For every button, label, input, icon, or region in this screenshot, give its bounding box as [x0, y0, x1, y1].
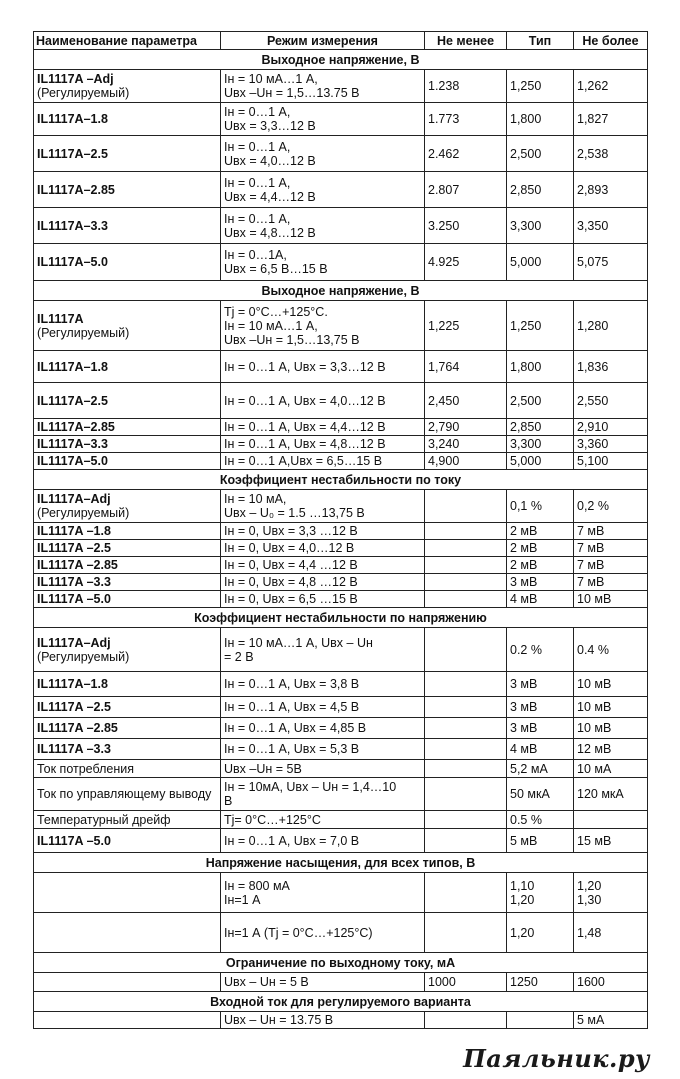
measurement-mode-line: Iн = 0…1 А, Uвх = 4,5 В — [224, 700, 360, 714]
measurement-mode-line: Iн = 0…1 А, — [224, 211, 291, 226]
value-min — [425, 628, 507, 672]
measurement-mode-line: Iн = 0…1 А, Uвх = 4,4…12 В — [224, 420, 386, 434]
value-min — [425, 557, 507, 574]
table-row — [34, 718, 648, 739]
table-row — [34, 811, 648, 829]
table-row — [34, 760, 648, 778]
value-max: 7 мВ — [574, 540, 648, 557]
parameter-name: IL1117A –5.0 — [37, 833, 111, 848]
value-max: 5 мА — [574, 1012, 648, 1029]
value-typ: 5,000 — [507, 244, 574, 281]
value-min: 1.238 — [425, 70, 507, 103]
measurement-mode-line: = 2 В — [224, 649, 254, 664]
parameter-subtitle: (Регулируемый) — [37, 325, 130, 340]
parameter-name: IL1117A –2.5 — [37, 700, 111, 714]
value-max: 1,827 — [574, 103, 648, 136]
parameter-name-cell — [34, 739, 221, 760]
table-row — [34, 419, 648, 436]
value-typ: 1250 — [507, 973, 574, 992]
value-min: 2,790 — [425, 419, 507, 436]
measurement-mode-line: Iн = 10 мА, — [224, 492, 287, 506]
value-typ: 2 мВ — [507, 557, 574, 574]
value-typ: 0.2 % — [507, 628, 574, 672]
parameter-name-cell — [34, 973, 221, 992]
section-header-row — [34, 953, 648, 973]
measurement-mode-cell — [221, 383, 425, 419]
parameter-name: IL1117A –3.3 — [37, 742, 111, 756]
measurement-mode-cell — [221, 70, 425, 103]
value-typ: 1,20 — [507, 913, 574, 953]
measurement-mode-cell — [221, 103, 425, 136]
value-typ: 50 мкА — [507, 778, 574, 811]
measurement-mode-line: Uвх –Uн = 1,5…13,75 В — [224, 332, 360, 347]
measurement-mode-line: Iн = 0…1 А, Uвх = 5,3 В — [224, 742, 360, 756]
measurement-mode-cell — [221, 301, 425, 351]
value-max: 7 мВ — [574, 523, 648, 540]
value-max: 2,538 — [574, 136, 648, 172]
measurement-mode-line: Uвх = 4,4…12 В — [224, 189, 316, 204]
value-max: 2,910 — [574, 419, 648, 436]
measurement-mode-line: Iн = 0…1 А, Uвх = 7,0 В — [224, 833, 360, 848]
measurement-mode-line: Iн = 0…1 А, — [224, 175, 291, 190]
parameter-name: IL1117A –2.5 — [37, 541, 111, 555]
value-typ: 0,1 % — [507, 490, 574, 523]
measurement-mode-line: Uвх = 4,0…12 В — [224, 153, 316, 168]
measurement-mode-line: Iн = 10мА, Uвх – Uн = 1,4…10 — [224, 780, 397, 794]
parameters-table — [33, 31, 648, 1029]
section-title: Входной ток для регулируемого варианта — [34, 992, 648, 1012]
table-row — [34, 490, 648, 523]
value-max — [574, 811, 648, 829]
parameter-name: Ток потребления — [37, 761, 134, 776]
section-title: Коэффициент нестабильности по напряжению — [34, 608, 648, 628]
measurement-mode-line: Uвх = 4,8…12 В — [224, 225, 316, 240]
value-max: 1,262 — [574, 70, 648, 103]
measurement-mode-line: Iн=1 А — [224, 892, 261, 907]
section-title: Выходное напряжение, В — [34, 281, 648, 301]
parameter-name: IL1117A–5.0 — [37, 454, 108, 468]
value-min — [425, 913, 507, 953]
measurement-mode-cell — [221, 208, 425, 244]
value-max: 2,893 — [574, 172, 648, 208]
table-row — [34, 301, 648, 351]
table-row — [34, 208, 648, 244]
table-row — [34, 574, 648, 591]
table-row — [34, 244, 648, 281]
spec-sheet — [33, 31, 647, 1029]
parameter-name-cell — [34, 490, 221, 523]
measurement-mode-line: Iн = 0…1 А, Uвх = 3,3…12 В — [224, 359, 386, 374]
header-parameter-name: Наименование параметра — [34, 32, 221, 50]
parameter-subtitle: (Регулируемый) — [37, 86, 130, 100]
parameter-name-cell — [34, 540, 221, 557]
parameter-name: Температурный дрейф — [37, 812, 171, 827]
value-typ: 1,800 — [507, 103, 574, 136]
value-typ: 2,500 — [507, 383, 574, 419]
table-row — [34, 523, 648, 540]
value-min — [425, 490, 507, 523]
value-min — [425, 778, 507, 811]
parameter-name-cell — [34, 244, 221, 281]
value-min: 4.925 — [425, 244, 507, 281]
measurement-mode-line: Uвх –Uн = 1,5…13.75 В — [224, 86, 360, 100]
measurement-mode-cell — [221, 419, 425, 436]
value-min: 2.807 — [425, 172, 507, 208]
value-max: 10 мВ — [574, 672, 648, 697]
value-max: 5,075 — [574, 244, 648, 281]
parameter-name-cell — [34, 301, 221, 351]
table-row — [34, 70, 648, 103]
measurement-mode-line: Uвх = 6,5 В…15 В — [224, 262, 328, 276]
parameter-name-cell — [34, 383, 221, 419]
table-row — [34, 739, 648, 760]
value-min — [425, 760, 507, 778]
value-min: 2.462 — [425, 136, 507, 172]
parameter-name: IL1117A–2.5 — [37, 146, 108, 161]
value-max: 120 мкА — [574, 778, 648, 811]
table-row — [34, 873, 648, 913]
measurement-mode-cell — [221, 244, 425, 281]
parameter-name-cell — [34, 591, 221, 608]
header-max: Не более — [574, 32, 648, 50]
measurement-mode-line: Iн = 0, Uвх = 4,4 …12 В — [224, 558, 358, 572]
value-min — [425, 873, 507, 913]
parameter-subtitle: (Регулируемый) — [37, 649, 130, 664]
parameter-name-cell — [34, 697, 221, 718]
parameter-name-cell — [34, 208, 221, 244]
value-min: 3.250 — [425, 208, 507, 244]
measurement-mode-line: Iн = 0…1 А, Uвх = 4,0…12 В — [224, 393, 386, 408]
value-typ: 4 мВ — [507, 591, 574, 608]
value-max: 0,2 % — [574, 490, 648, 523]
parameter-name-cell — [34, 523, 221, 540]
parameter-name-cell — [34, 873, 221, 913]
measurement-mode-line: Uвх –Uн = 5В — [224, 761, 302, 776]
value-typ: 2,850 — [507, 172, 574, 208]
value-min: 2,450 — [425, 383, 507, 419]
value-max: 2,550 — [574, 383, 648, 419]
parameter-name: IL1117A–Adj — [37, 635, 111, 650]
section-title: Напряжение насыщения, для всех типов, В — [34, 853, 648, 873]
value-typ: 3,300 — [507, 208, 574, 244]
parameter-name: IL1117A–5.0 — [37, 255, 108, 269]
value-typ: 3 мВ — [507, 718, 574, 739]
parameter-name: IL1117A–2.85 — [37, 420, 115, 434]
parameter-name-cell — [34, 778, 221, 811]
section-header-row — [34, 992, 648, 1012]
parameter-name-cell — [34, 829, 221, 853]
measurement-mode-line: Uвх – Uн = 13.75 В — [224, 1013, 334, 1027]
table-row — [34, 557, 648, 574]
measurement-mode-line: Iн = 0, Uвх = 3,3 …12 В — [224, 524, 358, 538]
value-min — [425, 697, 507, 718]
value-max: 10 мВ — [574, 697, 648, 718]
parameter-name: IL1117A–Adj — [37, 492, 111, 506]
measurement-mode-line: Iн = 0…1 А, Uвх = 4,8…12 В — [224, 437, 386, 451]
value-typ: 0.5 % — [507, 811, 574, 829]
table-row — [34, 778, 648, 811]
table-row — [34, 436, 648, 453]
measurement-mode-line: Iн = 0…1 А, — [224, 105, 291, 119]
value-min — [425, 540, 507, 557]
value-min — [425, 1012, 507, 1029]
table-row — [34, 913, 648, 953]
site-watermark: Паяльник.ру — [463, 1044, 650, 1073]
parameter-name: Ток по управляющему выводу — [37, 787, 212, 801]
value-max: 10 мА — [574, 760, 648, 778]
section-header-row — [34, 281, 648, 301]
table-row — [34, 829, 648, 853]
table-row — [34, 172, 648, 208]
value-typ: 4 мВ — [507, 739, 574, 760]
value-min: 3,240 — [425, 436, 507, 453]
parameter-name: IL1117A — [37, 311, 84, 326]
parameter-name-cell — [34, 557, 221, 574]
measurement-mode-line: Iн = 0, Uвх = 4,8 …12 В — [224, 575, 358, 589]
parameter-name-cell — [34, 351, 221, 383]
parameter-name-cell — [34, 811, 221, 829]
parameter-name: IL1117A–2.85 — [37, 182, 115, 197]
parameter-name: IL1117A –Adj — [37, 72, 114, 86]
measurement-mode-line: Tj = 0°С…+125°С. — [224, 304, 328, 319]
measurement-mode-line: Iн = 0…1А, — [224, 248, 287, 262]
measurement-mode-cell — [221, 973, 425, 992]
section-header-row — [34, 853, 648, 873]
value-typ: 5 мВ — [507, 829, 574, 853]
value-max: 15 мВ — [574, 829, 648, 853]
parameter-name-cell — [34, 436, 221, 453]
table-row — [34, 1012, 648, 1029]
parameter-name: IL1117A –3.3 — [37, 575, 111, 589]
value-typ — [507, 1012, 574, 1029]
table-row — [34, 453, 648, 470]
measurement-mode-cell — [221, 490, 425, 523]
parameter-name: IL1117A –2.85 — [37, 721, 118, 735]
value-typ: 2 мВ — [507, 540, 574, 557]
value-min — [425, 523, 507, 540]
table-row — [34, 103, 648, 136]
table-row — [34, 591, 648, 608]
value-typ: 3 мВ — [507, 574, 574, 591]
parameter-name: IL1117A–1.8 — [37, 112, 108, 126]
value-max: 10 мВ — [574, 591, 648, 608]
parameter-name: IL1117A–2.5 — [37, 393, 108, 408]
parameter-name-cell — [34, 574, 221, 591]
value-typ: 1,10 1,20 — [507, 873, 574, 913]
measurement-mode-cell — [221, 811, 425, 829]
value-typ: 2,850 — [507, 419, 574, 436]
measurement-mode-line: В — [224, 794, 233, 808]
value-typ: 2,500 — [507, 136, 574, 172]
value-typ: 5,000 — [507, 453, 574, 470]
header-measurement-mode: Режим измерения — [221, 32, 425, 50]
measurement-mode-cell — [221, 913, 425, 953]
measurement-mode-cell — [221, 778, 425, 811]
measurement-mode-line: Iн = 10 мА…1 А, — [224, 72, 318, 86]
measurement-mode-cell — [221, 351, 425, 383]
value-max: 0.4 % — [574, 628, 648, 672]
measurement-mode-cell — [221, 739, 425, 760]
measurement-mode-line: Iн=1 А (Tj = 0°С…+125°С) — [224, 925, 373, 940]
measurement-mode-line: Iн = 800 мА — [224, 878, 290, 893]
value-min: 1,764 — [425, 351, 507, 383]
header-typ: Тип — [507, 32, 574, 50]
measurement-mode-cell — [221, 873, 425, 913]
measurement-mode-cell — [221, 540, 425, 557]
measurement-mode-line: Iн = 0…1 А, Uвх = 3,8 В — [224, 677, 360, 691]
measurement-mode-line: Iн = 0, Uвх = 6,5 …15 В — [224, 592, 358, 606]
measurement-mode-line: Iн = 0, Uвх = 4,0…12 В — [224, 541, 355, 555]
measurement-mode-line: Iн = 0…1 А,Uвх = 6,5…15 В — [224, 454, 383, 468]
measurement-mode-cell — [221, 436, 425, 453]
measurement-mode-line: Uвх = 3,3…12 В — [224, 119, 316, 133]
value-max: 5,100 — [574, 453, 648, 470]
value-typ: 2 мВ — [507, 523, 574, 540]
parameter-name: IL1117A–1.8 — [37, 359, 108, 374]
measurement-mode-cell — [221, 760, 425, 778]
parameter-name: IL1117A–1.8 — [37, 677, 108, 691]
value-typ: 3 мВ — [507, 697, 574, 718]
section-header-row — [34, 50, 648, 70]
measurement-mode-line: Tj= 0°С…+125°С — [224, 812, 321, 827]
table-body — [34, 50, 648, 1029]
parameter-name-cell — [34, 136, 221, 172]
measurement-mode-cell — [221, 557, 425, 574]
measurement-mode-cell — [221, 136, 425, 172]
measurement-mode-cell — [221, 574, 425, 591]
measurement-mode-cell — [221, 523, 425, 540]
value-max: 7 мВ — [574, 557, 648, 574]
table-row — [34, 540, 648, 557]
value-max: 12 мВ — [574, 739, 648, 760]
table-row — [34, 697, 648, 718]
measurement-mode-cell — [221, 172, 425, 208]
table-header-row — [34, 32, 648, 50]
parameter-name-cell — [34, 718, 221, 739]
value-min: 1000 — [425, 973, 507, 992]
section-header-row — [34, 470, 648, 490]
value-typ: 3 мВ — [507, 672, 574, 697]
measurement-mode-cell — [221, 591, 425, 608]
value-min — [425, 718, 507, 739]
measurement-mode-line: Uвх – U₀ = 1.5 …13,75 В — [224, 506, 365, 520]
value-min: 1,225 — [425, 301, 507, 351]
value-max: 10 мВ — [574, 718, 648, 739]
value-typ: 1,250 — [507, 301, 574, 351]
value-min — [425, 811, 507, 829]
value-min — [425, 739, 507, 760]
parameter-name: IL1117A –5.0 — [37, 592, 111, 606]
section-title: Коэффициент нестабильности по току — [34, 470, 648, 490]
table-row — [34, 672, 648, 697]
value-max: 1,280 — [574, 301, 648, 351]
parameter-name-cell — [34, 172, 221, 208]
measurement-mode-cell — [221, 829, 425, 853]
value-max: 1600 — [574, 973, 648, 992]
measurement-mode-line: Iн = 10 мА…1 А, Uвх – Uн — [224, 635, 373, 650]
measurement-mode-line: Iн = 0…1 А, — [224, 139, 291, 154]
section-title: Ограничение по выходному току, мА — [34, 953, 648, 973]
value-min — [425, 672, 507, 697]
parameter-name-cell — [34, 672, 221, 697]
value-typ: 3,300 — [507, 436, 574, 453]
value-min: 4,900 — [425, 453, 507, 470]
measurement-mode-cell — [221, 1012, 425, 1029]
measurement-mode-line: Iн = 10 мА…1 А, — [224, 318, 318, 333]
value-min — [425, 829, 507, 853]
parameter-name: IL1117A –1.8 — [37, 524, 111, 538]
value-typ: 1,250 — [507, 70, 574, 103]
parameter-name-cell — [34, 913, 221, 953]
table-row — [34, 383, 648, 419]
parameter-name: IL1117A –2.85 — [37, 558, 118, 572]
measurement-mode-cell — [221, 628, 425, 672]
value-min — [425, 574, 507, 591]
value-typ: 1,800 — [507, 351, 574, 383]
measurement-mode-cell — [221, 697, 425, 718]
value-max: 1,48 — [574, 913, 648, 953]
table-row — [34, 973, 648, 992]
value-min: 1.773 — [425, 103, 507, 136]
measurement-mode-line: Uвх – Uн = 5 В — [224, 975, 309, 989]
header-min: Не менее — [425, 32, 507, 50]
table-row — [34, 351, 648, 383]
table-row — [34, 628, 648, 672]
parameter-subtitle: (Регулируемый) — [37, 506, 130, 520]
parameter-name-cell — [34, 1012, 221, 1029]
parameter-name: IL1117A–3.3 — [37, 437, 108, 451]
value-max: 1,836 — [574, 351, 648, 383]
section-header-row — [34, 608, 648, 628]
value-max: 7 мВ — [574, 574, 648, 591]
parameter-name-cell — [34, 628, 221, 672]
value-max: 1,20 1,30 — [574, 873, 648, 913]
parameter-name-cell — [34, 760, 221, 778]
measurement-mode-cell — [221, 672, 425, 697]
measurement-mode-cell — [221, 718, 425, 739]
measurement-mode-line: Iн = 0…1 А, Uвх = 4,85 В — [224, 721, 367, 735]
value-max: 3,360 — [574, 436, 648, 453]
parameter-name-cell — [34, 70, 221, 103]
value-typ: 5,2 мА — [507, 760, 574, 778]
measurement-mode-cell — [221, 453, 425, 470]
parameter-name-cell — [34, 419, 221, 436]
section-title: Выходное напряжение, В — [34, 50, 648, 70]
value-max: 3,350 — [574, 208, 648, 244]
parameter-name-cell — [34, 453, 221, 470]
value-min — [425, 591, 507, 608]
table-row — [34, 136, 648, 172]
parameter-name: IL1117A–3.3 — [37, 218, 108, 233]
parameter-name-cell — [34, 103, 221, 136]
